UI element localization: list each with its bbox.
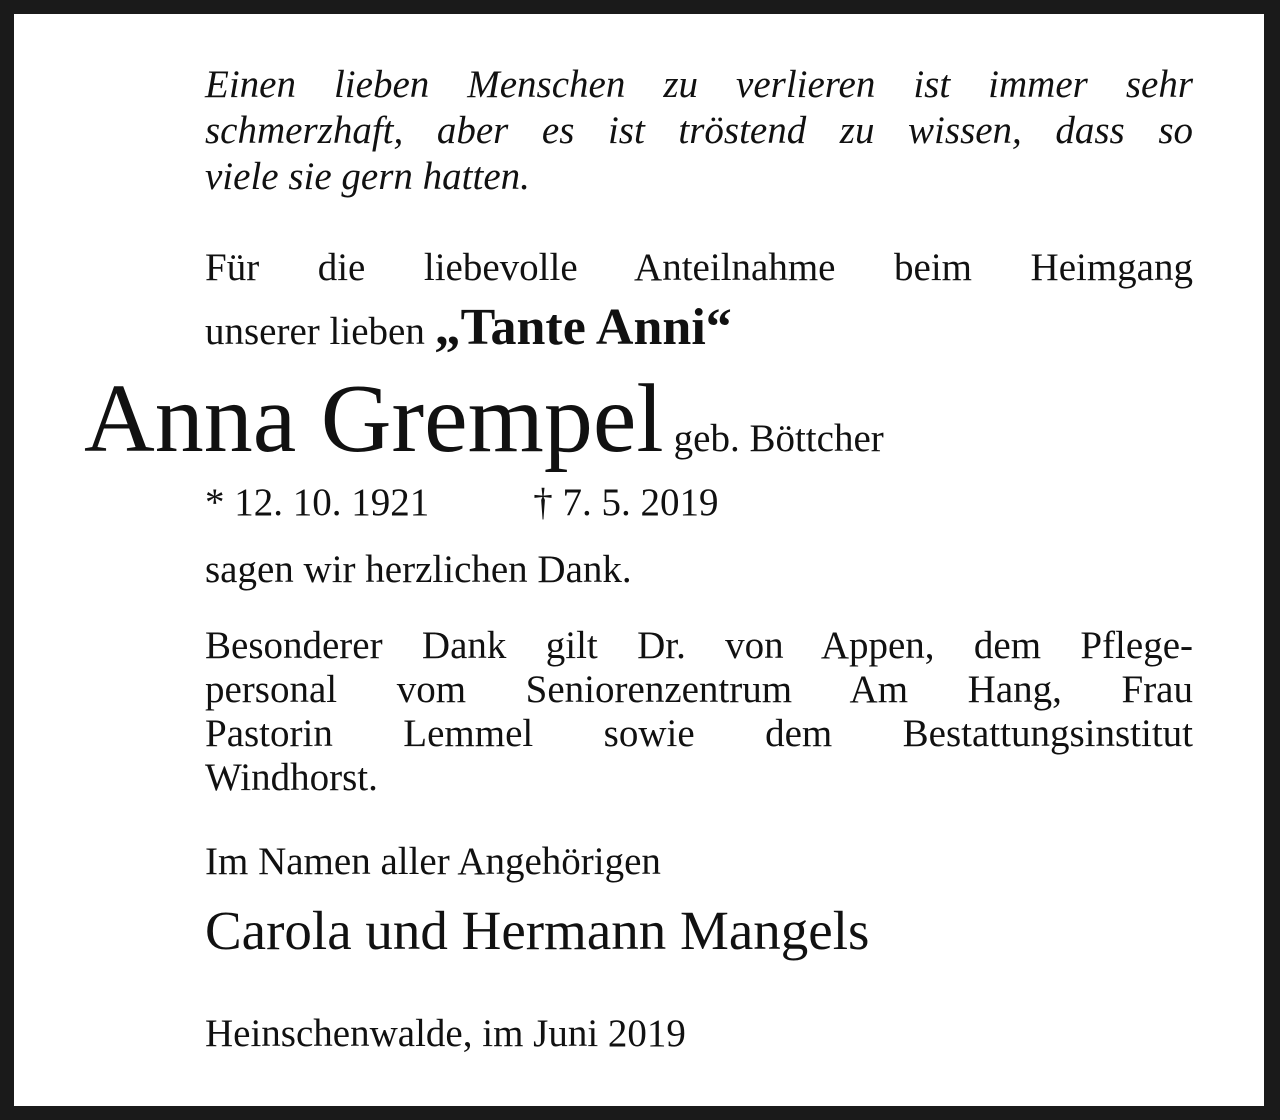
motto-line-1: Einen lieben Menschen zu verlieren ist immer sehr bbox=[205, 63, 1193, 106]
life-dates bbox=[205, 478, 1193, 528]
motto-line-3: viele sie gern hatten. bbox=[205, 155, 530, 198]
motto-quote bbox=[205, 62, 1193, 200]
place-date: Heinschenwalde, im Juni 2019 bbox=[205, 1012, 686, 1055]
deceased-name: Anna Grempel bbox=[84, 365, 664, 473]
special-thanks bbox=[205, 624, 1193, 800]
thanks-line-1: Für die liebevolle Anteilnahme beim Heimgang bbox=[205, 246, 1193, 289]
on-behalf-line: Im Namen aller Angehörigen bbox=[205, 840, 661, 883]
special-thanks-line-3: Pastorin Lemmel sowie dem Bestattungsinstitut bbox=[205, 712, 1193, 755]
motto-line-2: schmerzhaft, aber es ist tröstend zu wissen, dass so bbox=[205, 109, 1193, 152]
thanks-intro bbox=[205, 244, 1193, 292]
special-thanks-line-4: Windhorst. bbox=[205, 756, 378, 799]
death-date: † 7. 5. 2019 bbox=[533, 481, 719, 524]
maiden-name: geb. Böttcher bbox=[673, 417, 884, 460]
special-thanks-line-1: Besonderer Dank gilt Dr. von Appen, dem Pflege- bbox=[205, 624, 1193, 667]
dank-line: sagen wir herzlichen Dank. bbox=[205, 548, 632, 591]
nickname: „Tante Anni“ bbox=[434, 299, 732, 356]
special-thanks-line-2: personal vom Seniorenzentrum Am Hang, Frau bbox=[205, 668, 1193, 711]
thanks-line-2 bbox=[205, 298, 1193, 362]
thanks-line-2-prefix: unserer lieben bbox=[205, 310, 425, 353]
signer-names: Carola und Hermann Mangels bbox=[205, 900, 870, 961]
birth-date: * 12. 10. 1921 bbox=[205, 481, 430, 524]
